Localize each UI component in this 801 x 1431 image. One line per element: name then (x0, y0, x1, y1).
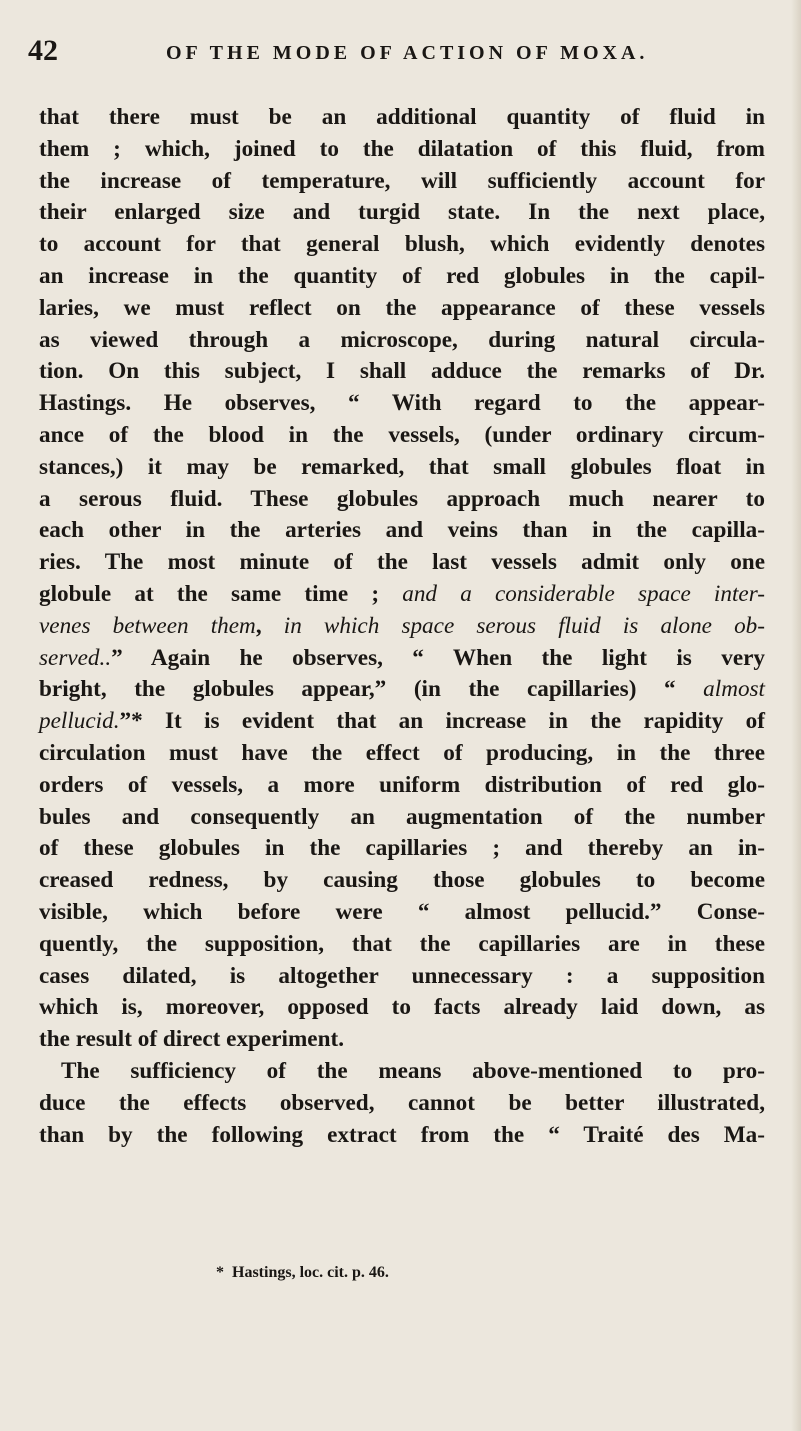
text-line (39, 484, 765, 516)
text-run: of these globules in the capillaries ; and thereby an in- (39, 835, 765, 862)
text-line (39, 229, 765, 261)
italic-text: pellucid. (39, 708, 120, 735)
text-line (39, 770, 765, 802)
text-run: tion. On this subject, I shall adduce the remarks of Dr. (39, 358, 765, 385)
text-line (39, 992, 765, 1024)
text-line (39, 706, 765, 738)
text-run: bright, the globules appear,” (in the capillaries) “ (39, 676, 704, 703)
italic-text: almost (703, 676, 765, 703)
footnote (216, 1264, 389, 1282)
text-line (39, 674, 765, 706)
italic-text: served.. (39, 644, 112, 671)
running-title: OF THE MODE OF ACTION OF MOXA. (166, 42, 649, 64)
text-run: that there must be an additional quantity of fluid in (39, 104, 765, 130)
text-run: an increase in the quantity of red globules in the capil- (39, 262, 765, 289)
text-run: ” Again he observes, “ When the light is very (111, 644, 765, 671)
text-line (39, 1120, 765, 1152)
text-run: orders of vessels, a more uniform distribution of red glo- (39, 771, 765, 798)
text-line (39, 738, 765, 770)
text-line (39, 579, 765, 611)
text-run: circulation must have the effect of producing, in the three (39, 739, 765, 766)
text-line (39, 643, 765, 675)
text-run: , (255, 612, 284, 639)
text-run: The sufficiency of the means above-mentioned to pro- (61, 1057, 765, 1084)
text-line (39, 961, 765, 993)
text-run: ”* It is evident that an increase in the rapidity of (119, 708, 765, 735)
text-run: each other in the arteries and veins than in the capilla- (39, 517, 765, 544)
text-line (39, 1088, 765, 1120)
text-run: which is, moreover, opposed to facts already laid down, as (39, 994, 765, 1021)
text-run: creased redness, by causing those globules to become (39, 867, 765, 894)
footnote-text: Hastings, loc. cit. p. 46. (232, 1264, 389, 1281)
text-run: ries. The most minute of the last vessels admit only one (39, 549, 765, 576)
text-run: Hastings. He observes, “ With regard to the appear- (39, 390, 765, 417)
text-line (39, 1056, 765, 1088)
text-run: to account for that general blush, which evidently denotes (39, 231, 765, 258)
text-line (39, 802, 765, 834)
text-run: ance of the blood in the vessels, (under ordinary circum- (39, 421, 765, 448)
text-run: than by the following extract from the “ Traité des Ma- (39, 1121, 765, 1148)
text-run: the result of direct experiment. (39, 1026, 345, 1053)
footnote-marker: * (216, 1264, 224, 1281)
text-line (39, 356, 765, 388)
text-line (39, 833, 765, 865)
italic-text: and a considerable space inter- (402, 580, 765, 607)
italic-text: venes between them (39, 612, 256, 639)
text-run: stances,) it may be remarked, that small globules float in (39, 453, 765, 480)
text-run: them ; which, joined to the dilatation of this fluid, from (39, 135, 765, 162)
text-run: bules and consequently an augmentation of the number (39, 803, 765, 830)
text-line (39, 547, 765, 579)
text-run: as viewed through a microscope, during natural circula- (39, 326, 765, 353)
page-header (28, 34, 768, 80)
text-line (39, 102, 765, 134)
text-line (39, 166, 765, 198)
text-line (39, 325, 765, 357)
body-text (39, 102, 765, 1151)
text-run: visible, which before were “ almost pellucid.” Conse- (39, 898, 765, 925)
text-line (39, 929, 765, 961)
text-run: cases dilated, is altogether unnecessary : a supposition (39, 962, 765, 989)
text-run: quently, the supposition, that the capillaries are in these (39, 930, 765, 957)
text-run: a serous fluid. These globules approach much nearer to (39, 485, 765, 512)
text-line (39, 611, 765, 643)
page-edge-shadow (791, 0, 801, 1431)
text-line (39, 420, 765, 452)
text-run: laries, we must reflect on the appearance of these vessels (39, 294, 765, 321)
text-run: globule at the same time ; (39, 580, 403, 607)
text-run: their enlarged size and turgid state. In the next place, (39, 199, 765, 226)
text-line (39, 293, 765, 325)
text-line (39, 134, 765, 166)
text-line (39, 452, 765, 484)
text-line (39, 261, 765, 293)
text-run: duce the effects observed, cannot be better illustrated, (39, 1089, 765, 1116)
text-line (39, 388, 765, 420)
page-number: 42 (28, 34, 58, 67)
text-line (39, 197, 765, 229)
text-line (39, 897, 765, 929)
text-run: the increase of temperature, will sufficiently account for (39, 167, 765, 194)
text-line (39, 865, 765, 897)
italic-text: in which space serous fluid is alone ob- (283, 612, 766, 639)
text-line (39, 1024, 765, 1056)
text-line (39, 515, 765, 547)
